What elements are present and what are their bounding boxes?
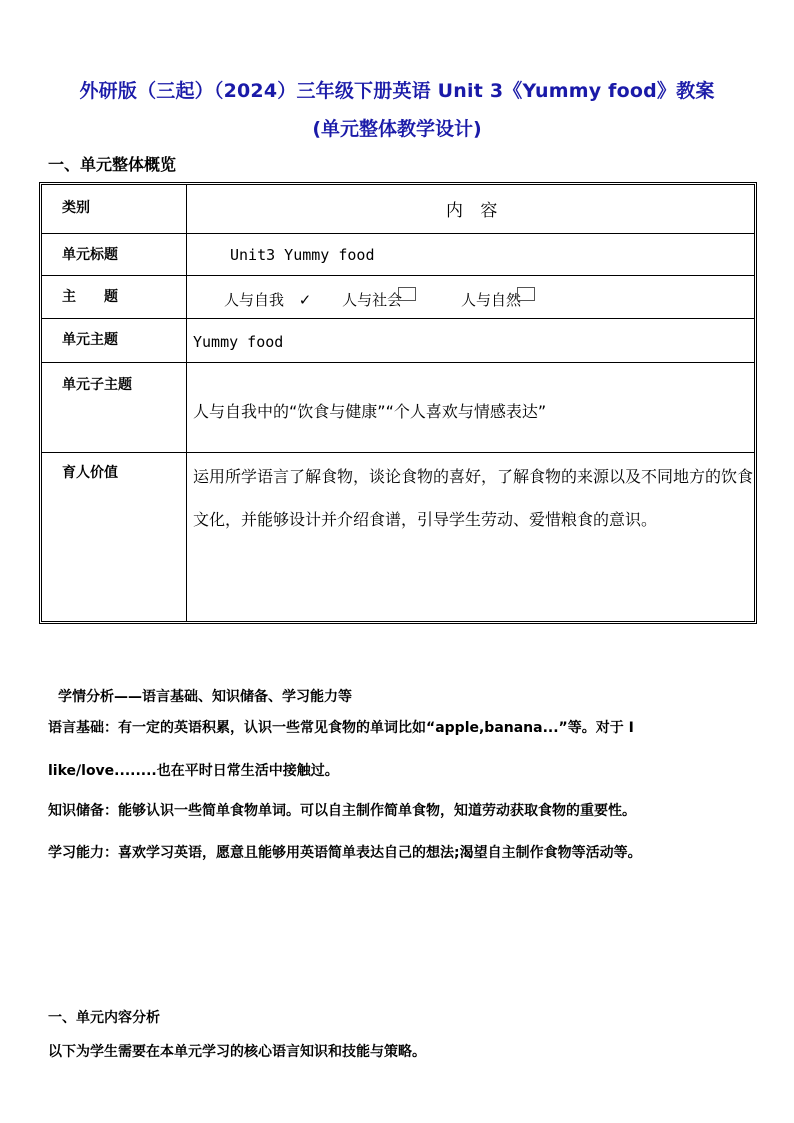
document-subtitle: (单元整体教学设计)	[312, 118, 482, 140]
unit-title-value: Unit3 Yummy food	[230, 246, 375, 264]
row-divider	[42, 275, 754, 276]
checkbox-icon	[398, 287, 416, 301]
row-divider	[42, 362, 754, 363]
learning-ability-text: 学习能力：喜欢学习英语，愿意且能够用英语简单表达自己的想法;渴望自主制作食物等活动等。	[48, 845, 642, 861]
document-title: 外研版（三起）（2024）三年级下册英语 Unit 3《Yummy food》教案	[79, 80, 715, 102]
learner-analysis-heading: 学情分析——语言基础、知识储备、学习能力等	[58, 689, 352, 705]
overview-table	[41, 184, 755, 622]
unit-title-label: 单元标题	[62, 247, 118, 263]
sub-theme-value: 人与自我中的“饮食与健康”“个人喜欢与情感表达”	[193, 402, 547, 421]
content-analysis-intro: 以下为学生需要在本单元学习的核心语言知识和技能与策略。	[48, 1044, 426, 1060]
knowledge-reserve-text: 知识储备：能够认识一些简单食物单词。可以自主制作简单食物，知道劳动获取食物的重要性。	[48, 803, 636, 819]
row-divider	[42, 318, 754, 319]
section-heading-content-analysis: 一、单元内容分析	[48, 1010, 160, 1026]
language-basis-line2: like/love........也在平时日常生活中接触过。	[48, 763, 339, 779]
row-divider	[42, 452, 754, 453]
theme-label: 主 题	[62, 289, 118, 305]
theme-option-society: 人与社会	[342, 291, 403, 309]
section-heading-overview: 一、单元整体概览	[48, 155, 177, 174]
unit-theme-label: 单元主题	[62, 332, 118, 348]
theme-options	[224, 287, 535, 310]
language-basis-line1: 语言基础：有一定的英语积累，认识一些常见食物的单词比如“apple,banana...”等。对于 I	[48, 720, 634, 736]
theme-option-nature: 人与自然	[460, 291, 521, 309]
sub-theme-label: 单元子主题	[62, 377, 132, 393]
unit-theme-value: Yummy food	[193, 333, 284, 351]
column-divider	[186, 185, 187, 621]
theme-option-self: 人与自我	[224, 291, 285, 309]
educational-value-label: 育人价值	[62, 465, 118, 481]
header-content-label: 内 容	[446, 201, 504, 221]
row-divider	[42, 233, 754, 234]
checkbox-icon	[517, 287, 535, 301]
header-category-label: 类别	[62, 200, 90, 216]
educational-value-text: 运用所学语言了解食物，谈论食物的喜好，了解食物的来源以及不同地方的饮食文化，并能够设计并介绍食谱，引导学生劳动、爱惜粮食的意识。	[193, 467, 754, 529]
check-mark-icon: ✓	[298, 291, 312, 309]
